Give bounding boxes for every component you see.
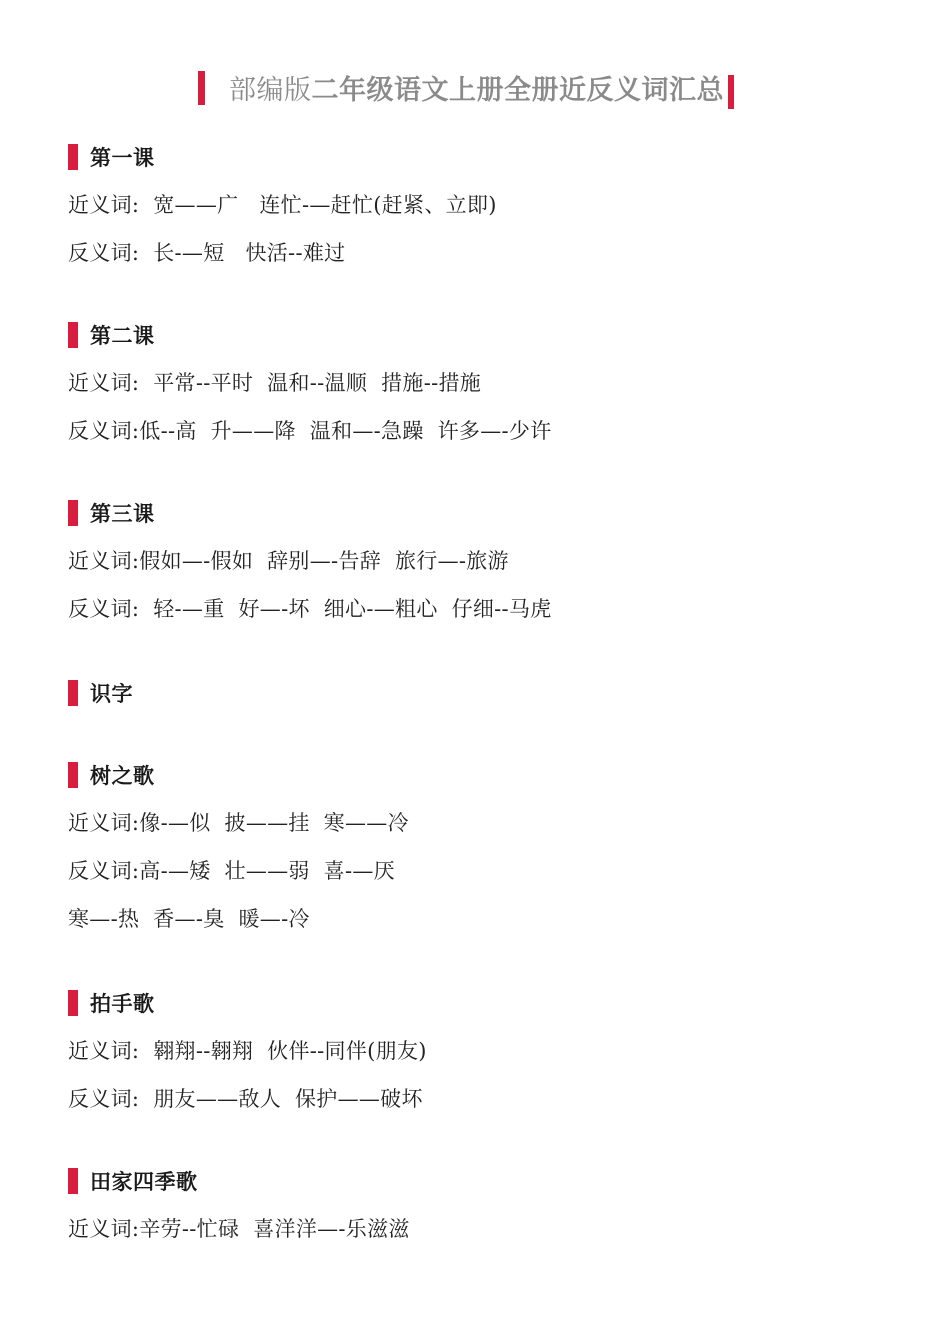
section-heading xyxy=(68,320,918,350)
section-heading xyxy=(68,760,918,790)
section-clapping-song xyxy=(68,988,918,1142)
antonym-line: 寒—-热 香—-臭 暖—-冷 xyxy=(68,907,310,931)
section-literacy xyxy=(68,678,918,734)
section-lesson-3 xyxy=(68,498,918,652)
section-tree-song xyxy=(68,760,918,956)
synonym-line: 近义词:像-—似 披——挂 寒——冷 xyxy=(68,811,409,835)
section-heading xyxy=(68,678,918,708)
title-text xyxy=(229,68,734,109)
heading-marker-bar xyxy=(68,322,78,348)
section-title: 树之歌 xyxy=(90,763,155,788)
heading-marker-bar xyxy=(68,500,78,526)
document-body xyxy=(68,142,918,1272)
section-title: 田家四季歌 xyxy=(90,1169,198,1194)
title-part-light: 部编版 xyxy=(229,75,312,106)
synonym-line: 近义词: 翱翔--翱翔 伙伴--同伴(朋友) xyxy=(68,1039,427,1063)
section-lesson-2 xyxy=(68,320,918,474)
antonym-line: 反义词: 朋友——敌人 保护——破坏 xyxy=(68,1087,423,1111)
section-lesson-1 xyxy=(68,142,918,296)
antonym-line: 反义词: 轻-—重 好—-坏 细心-—粗心 仔细--马虎 xyxy=(68,597,552,621)
heading-marker-bar xyxy=(68,990,78,1016)
antonym-line: 反义词: 长-—短 快活--难过 xyxy=(68,241,346,265)
section-title: 拍手歌 xyxy=(90,991,155,1016)
heading-marker-bar xyxy=(68,144,78,170)
section-title: 第二课 xyxy=(90,323,155,348)
synonym-line: 近义词: 平常--平时 温和--温顺 措施--措施 xyxy=(68,371,482,395)
section-title: 识字 xyxy=(90,681,133,706)
antonym-line: 反义词:低--高 升——降 温和—-急躁 许多—-少许 xyxy=(68,419,552,443)
heading-marker-bar xyxy=(68,1168,78,1194)
heading-marker-bar xyxy=(68,762,78,788)
title-left-bar xyxy=(198,71,205,105)
section-farm-seasons-song xyxy=(68,1166,918,1272)
title-part-bold: 二年级语文上册全册近反义词汇总 xyxy=(311,75,724,106)
section-title: 第三课 xyxy=(90,501,155,526)
title-right-bar xyxy=(728,75,734,109)
section-heading xyxy=(68,1166,918,1196)
synonym-line: 近义词:假如—-假如 辞别—-告辞 旅行—-旅游 xyxy=(68,549,509,573)
section-heading xyxy=(68,498,918,528)
section-title: 第一课 xyxy=(90,145,155,170)
heading-marker-bar xyxy=(68,680,78,706)
synonym-line: 近义词:辛劳--忙碌 喜洋洋—-乐滋滋 xyxy=(68,1217,410,1241)
section-heading xyxy=(68,988,918,1018)
synonym-line: 近义词: 宽——广 连忙-—赶忙(赶紧、立即) xyxy=(68,193,497,217)
antonym-line: 反义词:高-—矮 壮——弱 喜-—厌 xyxy=(68,859,395,883)
document-title xyxy=(0,68,950,109)
section-heading xyxy=(68,142,918,172)
